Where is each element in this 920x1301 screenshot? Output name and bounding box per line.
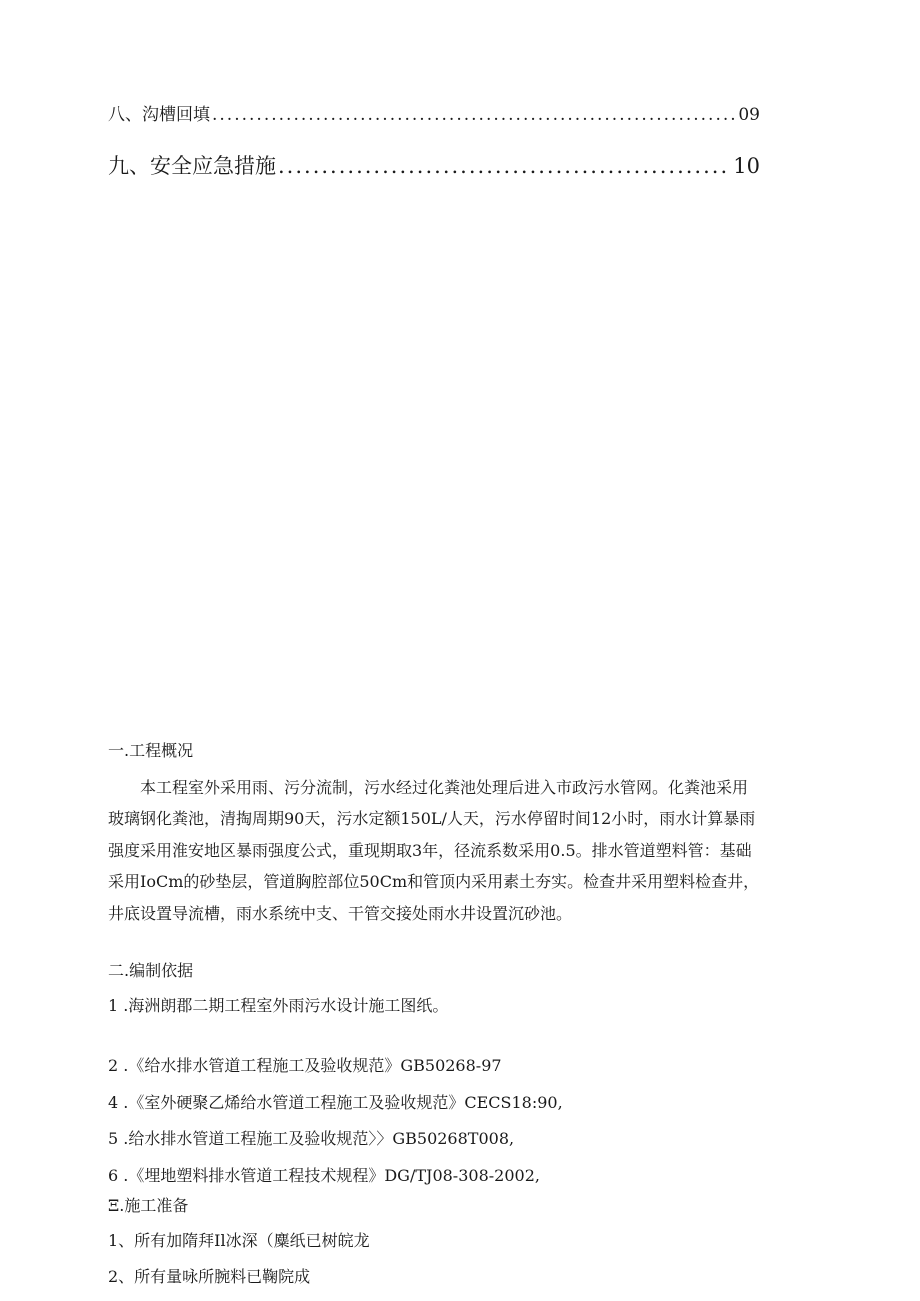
paragraph-line: 本工程室外采用雨、污分流制，污水经过化粪池处理后进入市政污水管网。化粪池采用 bbox=[140, 777, 749, 797]
section-heading-overview: 一.工程概况 bbox=[108, 741, 194, 760]
toc-entry-page: 10 bbox=[733, 154, 760, 178]
paragraph-line: 强度采用淮安地区暴雨强度公式，重现期取3年，径流系数采用0.5。排水管道塑料管：基础 bbox=[108, 840, 752, 860]
toc-leader-dots bbox=[212, 105, 736, 125]
overview-paragraph bbox=[108, 740, 808, 929]
section-heading-basis: 二.编制依据 bbox=[108, 961, 194, 980]
toc-entry-page: 09 bbox=[738, 105, 760, 125]
list-item: 5 .给水排水管道工程施工及验收规范〉〉GB50268T008, bbox=[108, 1129, 515, 1148]
toc-entry[interactable] bbox=[108, 150, 760, 180]
list-item: 1 .海洲朗郡二期工程室外雨污水设计施工图纸。 bbox=[108, 996, 449, 1015]
paragraph-line: 采用IoCm的砂垫层，管道胸腔部位50Cm和管顶内采用素土夯实。检查井采用塑料检查井， bbox=[108, 872, 760, 891]
toc-entry-title: 八、沟槽回填 bbox=[108, 105, 210, 125]
list-item: 4 .《室外硬聚乙烯给水管道工程施工及验收规范》CECS18:90, bbox=[108, 1093, 563, 1112]
list-item: 2 .《给水排水管道工程施工及验收规范》GB50268-97 bbox=[108, 1056, 502, 1075]
list-item: 6 .《埋地塑料排水管道工程技术规程》DG/TJ08-308-2002, bbox=[108, 1166, 540, 1185]
list-item: 1、所有加隋拜Il冰深（麋纸已树皖龙 bbox=[108, 1231, 370, 1250]
section-heading-preparation: Ξ.施工准备 bbox=[108, 1196, 189, 1215]
toc-entry-title: 九、安全应急措施 bbox=[108, 154, 276, 178]
toc-entry[interactable] bbox=[108, 100, 760, 125]
list-item: 2、所有量咏所腕料已鞠院成 bbox=[108, 1267, 311, 1286]
paragraph-line: 井底设置导流槽，雨水系统中支、干管交接处雨水井设置沉砂池。 bbox=[108, 903, 573, 923]
paragraph-line: 玻璃钢化粪池，清掏周期90天，污水定额150L/人天，污水停留时间12小时，雨水计算暴雨 bbox=[108, 809, 756, 828]
toc-leader-dots bbox=[278, 154, 731, 178]
